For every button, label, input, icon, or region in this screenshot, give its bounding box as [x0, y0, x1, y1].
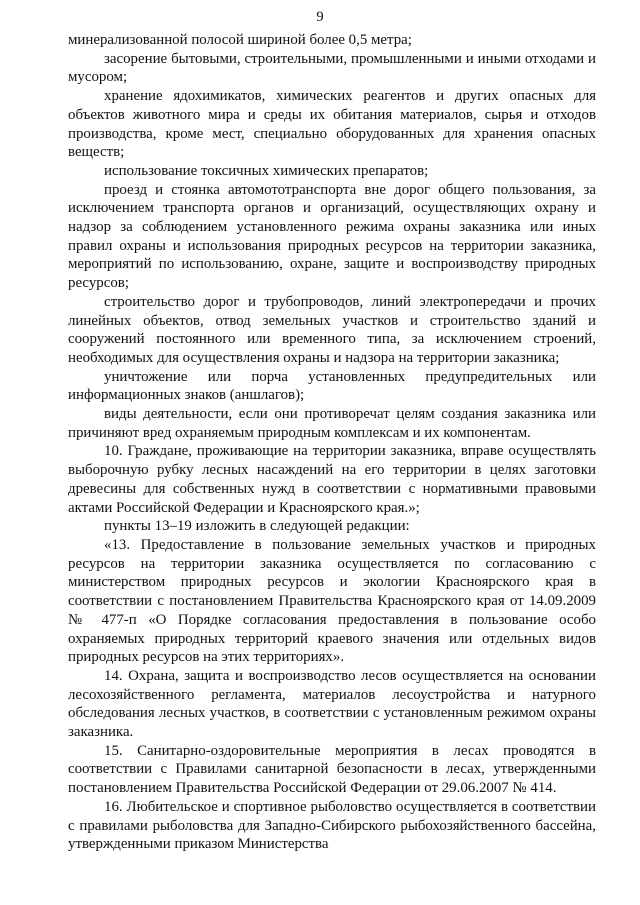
paragraph-list-item: засорение бытовыми, строительными, промышленными и иными отходами и мусором;	[68, 50, 596, 86]
paragraph-list-item: использование токсичных химических препаратов;	[104, 162, 429, 179]
paragraph-list-item: проезд и стоянка автомототранспорта вне дорог общего пользования, за исключением транспорта органов и организаций, осуществляющих охрану и надзор за соблюдением установленного режима охраны заказника или иных правил охраны и использования природных ресурсов на территории заказника, мероприятий по использованию, охране, защите и воспроизводству природных ресурсов;	[68, 181, 596, 292]
paragraph-list-item: хранение ядохимикатов, химических реагентов и других опасных для объектов животного мира и среды их обитания материалов, сырья и отходов производства, кроме мест, специально оборудованных для хранения опасных веществ;	[68, 88, 596, 161]
paragraph-clause-15: 15. Санитарно-оздоровительные мероприятия в лесах проводятся в соответствии с Правилами санитарной безопасности в лесах, утвержденными постановлением Правительства Российской Федерации от 29.06.2007 № 414.	[68, 742, 596, 797]
document-body	[68, 31, 596, 854]
paragraph-clause-10: 10. Граждане, проживающие на территории заказника, вправе осуществлять выборочную рубку лесных насаждений на его территории в целях заготовки древесины для собственных нужд в соответствии с нормативными правовыми актами Российской Федерации и Красноярского края.»;	[68, 443, 596, 516]
paragraph-clause-14: 14. Охрана, защита и воспроизводство лесов осуществляется на основании лесохозяйственного регламента, материалов лесоустройства и натурного обследования лесных участков, в соответствии с установленным режимом охраны заказника.	[68, 667, 596, 741]
paragraph-list-item: строительство дорог и трубопроводов, линий электропередачи и прочих линейных объектов, отвод земельных участков и строительство зданий и сооружений постоянного или временного типа, за исключением строений, необходимых для осуществления охраны и надзора на территории заказника;	[68, 293, 596, 366]
page-number: 9	[316, 9, 324, 25]
paragraph-list-item: уничтожение или порча установленных предупредительных или информационных знаков (аншлагов);	[68, 368, 596, 404]
paragraph-list-item: виды деятельности, если они противоречат целям создания заказника или причиняют вред охраняемым природным комплексам и их компонентам.	[68, 406, 596, 441]
paragraph-clause-16: 16. Любительское и спортивное рыболовство осуществляется в соответствии с правилами рыболовства для Западно-Сибирского рыбохозяйственного бассейна, утвержденными приказом Министерства	[68, 798, 596, 853]
paragraph-continuation: минерализованной полосой шириной более 0,5 метра;	[68, 32, 412, 48]
paragraph-amendment-intro: пункты 13–19 изложить в следующей редакции:	[104, 518, 410, 535]
paragraph-clause-13: «13. Предоставление в пользование земельных участков и природных ресурсов на территории заказника осуществляется по согласованию с министерством природных ресурсов и экологии Красноярского края в соответствии с постановлением Правительства Красноярского края от 14.09.2009 № 477-п «О Порядке согласования предоставления в пользование особо охраняемых природных территорий краевого значения или отдельных видов природных ресурсов на этих территориях».	[68, 536, 596, 666]
